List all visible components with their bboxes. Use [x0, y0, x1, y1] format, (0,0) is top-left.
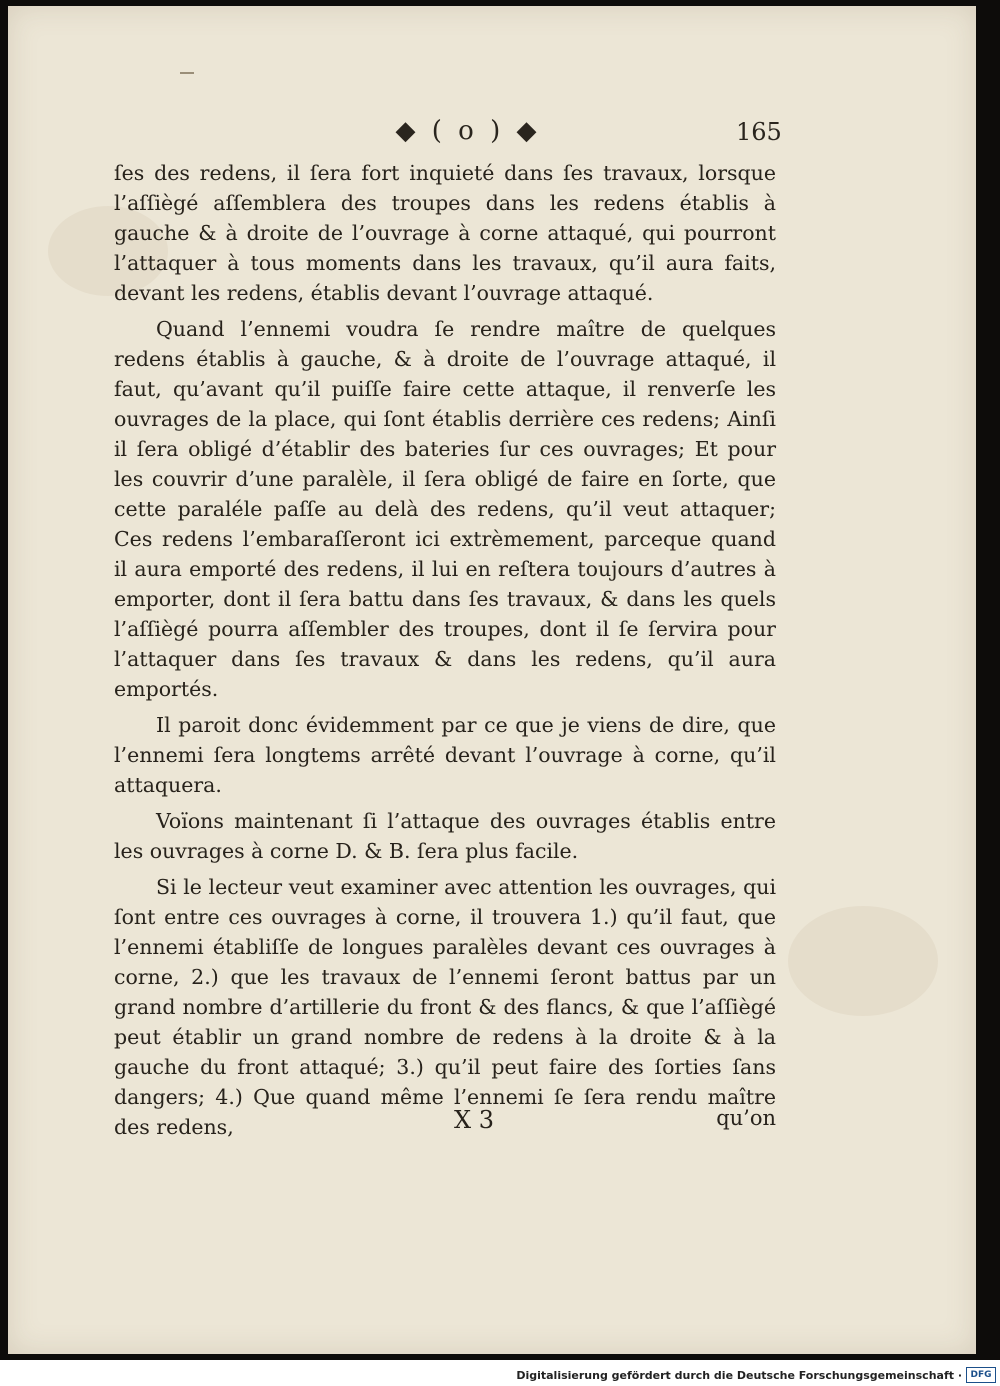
- page-header: [8, 110, 976, 154]
- page-footer: [114, 1106, 776, 1140]
- paragraph: Si le lecteur veut examiner avec attention les ouvrages, qui ſont entre ces ouvrages à corne, il trouvera 1.) qu’il faut, que l’ennemi établiſſe de longues paralèles devant ces ouvrages à corne, 2.) que les travaux de l’ennemi ſeront battus par un grand nombre d’artillerie du front & des flancs, & que l’aſſiègé peut établir un grand nombre de redens à la droite & à la gauche du front attaqué; 3.) qu’il peut faire des ſorties ſans dangers; 4.) Que quand même l’ennemi ſe ſera rendu maître des redens,: [114, 875, 776, 1139]
- catchword: qu’on: [716, 1106, 776, 1130]
- paragraph: Il paroit donc évidemment par ce que je viens de dire, que l’ennemi ſera longtems arrêté devant l’ouvrage à corne, qu’il attaquera.: [114, 713, 776, 797]
- dfg-logo: DFG: [966, 1367, 996, 1383]
- header-ornament: ◆ ( o ) ◆: [395, 116, 541, 146]
- book-page: [8, 6, 976, 1354]
- body-text: [114, 158, 776, 1148]
- credit-bar: [0, 1364, 1000, 1386]
- corner-mark: [180, 72, 194, 74]
- dfg-credit-text: Digitalisierung gefördert durch die Deutsche Forschungsgemeinschaft ·: [516, 1369, 962, 1382]
- page-number: 165: [736, 118, 782, 146]
- signature-mark: X 3: [454, 1106, 494, 1134]
- paragraph: Quand l’ennemi voudra ſe rendre maître de quelques redens établis à gauche, & à droite de l’ouvrage attaqué, il faut, qu’avant qu’il puiſſe faire cette attaque, il renverſe les ouvrages de la place, qui ſont établis derrière ces redens; Ainſi il ſera obligé d’établir des bateries ſur ces ouvrages; Et pour les couvrir d’une paralèle, il ſera obligé de faire en ſorte, que cette paraléle paſſe au delà des redens, qu’il veut attaquer; Ces redens l’embaraſſeront ici extrèmement, parceque quand il aura emporté des redens, il lui en reſtera toujours d’autres à emporter, dont il ſera battu dans ſes travaux, & dans les quels l’aſſiègé pourra aſſembler des troupes, dont il ſe ſervira pour l’attaquer dans ſes travaux & dans les redens, qu’il aura emportés.: [114, 317, 776, 701]
- paper-stain: [788, 906, 938, 1016]
- paragraph: Voïons maintenant ſi l’attaque des ouvrages établis entre les ouvrages à corne D. & B. ſera plus facile.: [114, 809, 776, 863]
- paragraph: ſes des redens, il ſera fort inquieté dans ſes travaux, lorsque l’aſſiègé aſſemblera des troupes dans les redens établis à gauche & à droite de l’ouvrage à corne attaqué, qui pourront l’attaquer à tous moments dans les travaux, qu’il aura faits, devant les redens, établis devant l’ouvrage attaqué.: [114, 161, 776, 305]
